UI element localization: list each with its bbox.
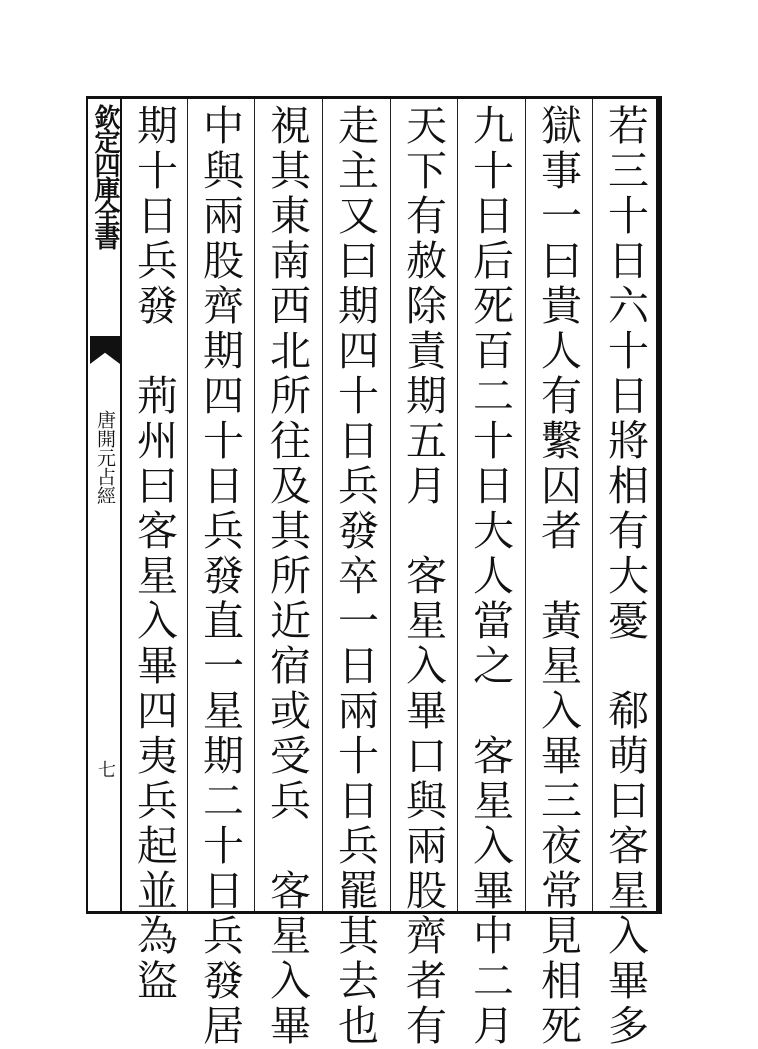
text-column-2: 獄事一曰貴人有繫囚者 黃星入畢三夜常見相死 bbox=[534, 104, 582, 1049]
text-column-3: 九十日后死百二十日大人當之 客星入畢中二月 bbox=[466, 104, 514, 1049]
text-column-1: 若三十日六十日將相有大憂 郗萌曰客星入畢多 bbox=[601, 104, 649, 1049]
text-column-8: 期十日兵發 荊州曰客星入畢四夷兵起並為盜 bbox=[130, 104, 178, 1004]
text-column-7: 中與兩股齊期四十日兵發直一星期二十日兵發居 bbox=[196, 104, 244, 1049]
column-rule bbox=[457, 99, 458, 911]
column-rule bbox=[187, 99, 188, 911]
page-number: 七 bbox=[95, 760, 116, 778]
text-column-4: 天下有赦除責期五月 客星入畢口與兩股齊者有 bbox=[399, 104, 447, 1049]
text-column-6: 視其東南西北所往及其所近宿或受兵 客星入畢 bbox=[263, 104, 311, 1049]
book-title: 欽定四庫全書 bbox=[90, 104, 120, 248]
text-column-5: 走主又曰期四十日兵發卒一日兩十日兵罷其去也 bbox=[331, 104, 379, 1049]
column-rule bbox=[390, 99, 391, 911]
column-rule bbox=[254, 99, 255, 911]
chapter-title: 唐開元占經 bbox=[94, 410, 116, 505]
column-rule bbox=[322, 99, 323, 911]
column-rule bbox=[525, 99, 526, 911]
column-rule bbox=[592, 99, 593, 911]
